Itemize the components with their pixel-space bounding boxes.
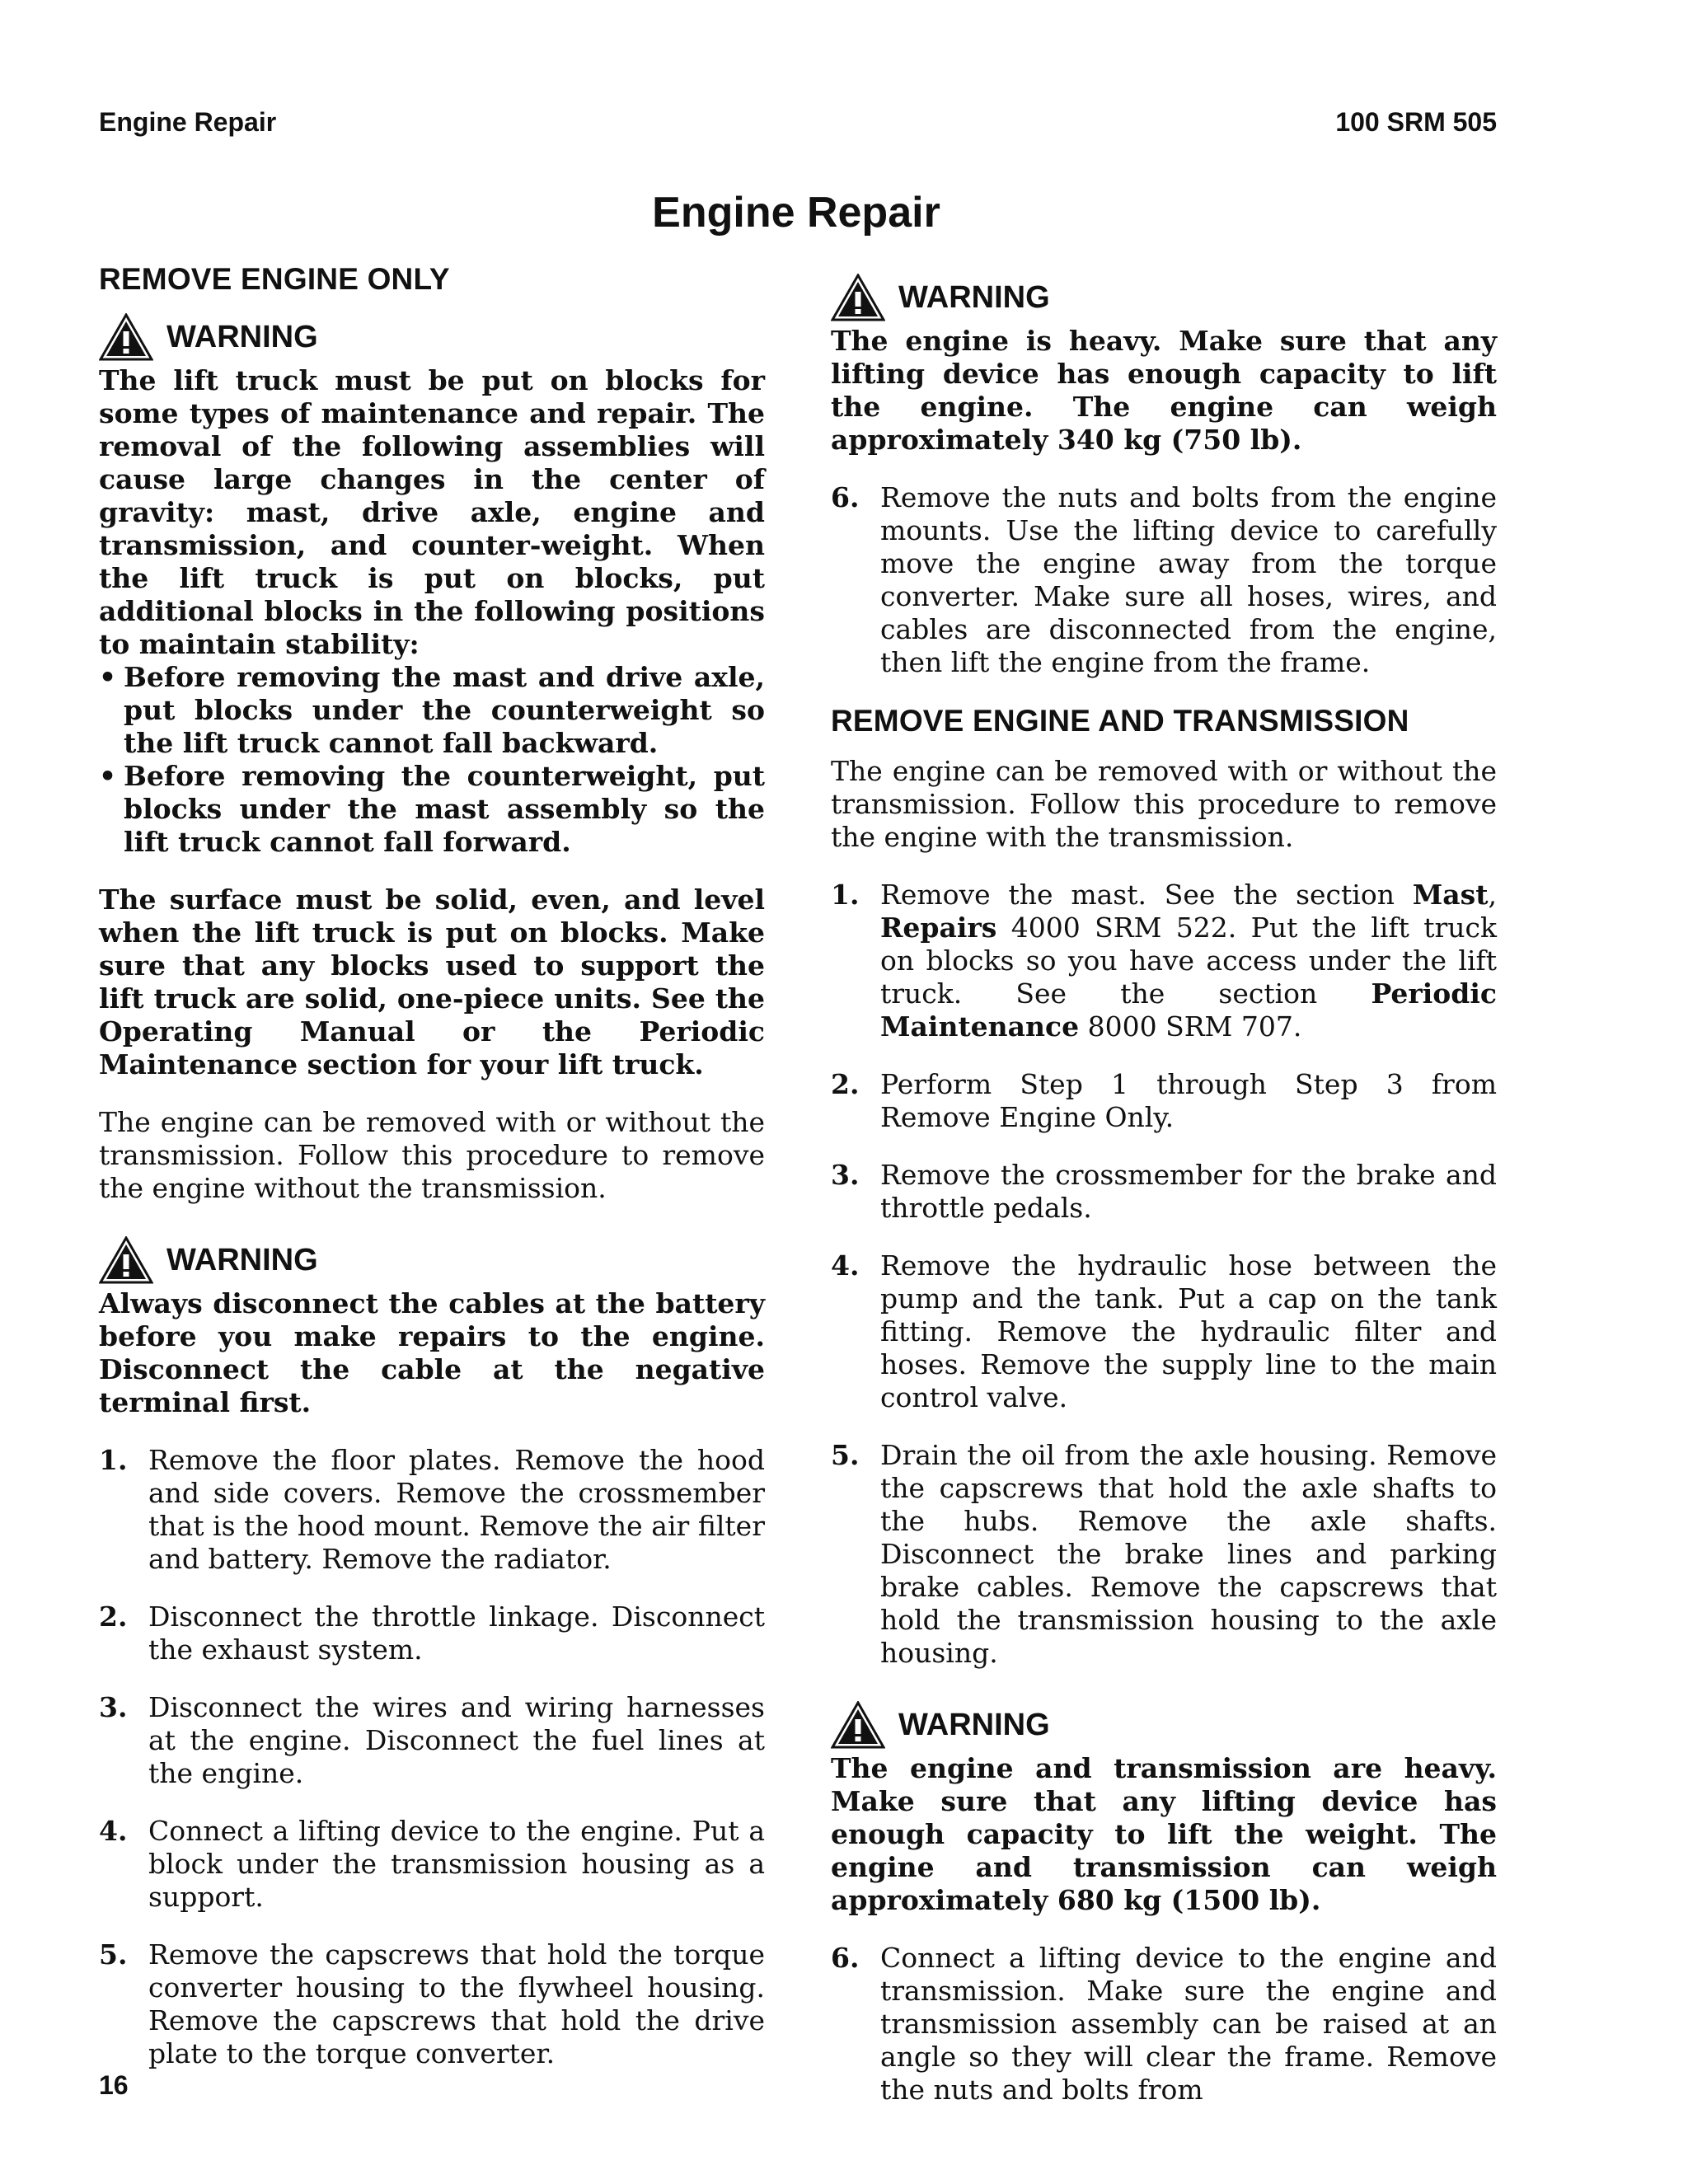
left-column — [99, 262, 765, 2095]
intro-paragraph: The engine can be removed with or without the transmission. Follow this procedure to remove the engine without the transmission. — [99, 1106, 765, 1204]
section-heading-remove-engine-only: REMOVE ENGINE ONLY — [99, 262, 450, 296]
page-number: 16 — [99, 2070, 129, 2100]
section-heading-remove-engine-and-transmission: REMOVE ENGINE AND TRANSMISSION — [831, 704, 1409, 738]
procedure-step: 6. Remove the nuts and bolts from the engine mounts. Use the lifting device to carefully move the engine away from the torque converter. Make sure all hoses, wires, and cables are disconnected from the engine, then lift the engine from the frame. — [831, 481, 1497, 678]
warning-triangle-icon — [99, 1236, 153, 1284]
warning-bullet-list — [99, 661, 765, 859]
warning-heading — [99, 313, 765, 361]
procedure-step: 6. Connect a lifting device to the engine and transmission. Make sure the engine and transmission assembly can be raised at an angle so they will clear the frame. Remove the nuts and bolts from — [831, 1942, 1497, 2106]
page-title: Engine Repair — [652, 189, 940, 237]
warning-heading — [831, 1701, 1497, 1749]
procedure-step: 2. Disconnect the throttle linkage. Disconnect the exhaust system. — [99, 1601, 765, 1666]
procedure-step: 4. Remove the hydraulic hose between the pump and the tank. Put a cap on the tank fitting. Remove the hydraulic filter and hoses. Remove the supply line to the main control valve. — [831, 1249, 1497, 1413]
warning-text: The lift truck must be put on blocks for some types of maintenance and repair. The removal of the following assemblies will cause large changes in the center of gravity: mast, drive axle, engine and transmission, and counter-weight. When the lift truck is put on blocks, put additional blocks in the following positions to maintain stability: — [99, 364, 765, 660]
warning-label: WARNING — [166, 1242, 318, 1277]
running-header-right: 100 SRM 505 — [1335, 107, 1497, 137]
warning-triangle-icon — [831, 1701, 885, 1749]
warning-label: WARNING — [166, 319, 318, 354]
procedure-step: 4. Connect a lifting device to the engine. Put a block under the transmission housing as a support. — [99, 1815, 765, 1913]
procedure-step: 1. Remove the floor plates. Remove the hood and side covers. Remove the crossmember that is the hood mount. Remove the air filter and battery. Remove the radiator. — [99, 1444, 765, 1575]
warning-triangle-icon — [99, 313, 153, 361]
warning-triangle-icon — [831, 274, 885, 321]
warning-text: The engine is heavy. Make sure that any lifting device has enough capacity to lift the engine. The engine can weigh approximately 340 kg (750 lb). — [831, 325, 1497, 456]
warning-label: WARNING — [898, 1707, 1050, 1742]
procedure-step: 3. Remove the crossmember for the brake and throttle pedals. — [831, 1159, 1497, 1224]
list-item: • Before removing the counterweight, put blocks under the mast assembly so the lift truck cannot fall forward. — [99, 760, 765, 858]
procedure-step: 1. Remove the mast. See the section Mast, Repairs 4000 SRM 522. Put the lift truck on blocks so you have access under the lift truck. See the section Periodic Maintenance 8000 SRM 707. — [831, 879, 1497, 1043]
warning-heading — [99, 1236, 765, 1284]
procedure-step: 3. Disconnect the wires and wiring harnesses at the engine. Disconnect the fuel lines at the engine. — [99, 1691, 765, 1789]
running-header-left: Engine Repair — [99, 107, 277, 137]
procedure-step: 2. Perform Step 1 through Step 3 from Remove Engine Only. — [831, 1068, 1497, 1133]
warning-label: WARNING — [898, 279, 1050, 315]
list-item: • Before removing the mast and drive axle, put blocks under the counterweight so the lift truck cannot fall backward. — [99, 661, 765, 759]
warning-text: Always disconnect the cables at the battery before you make repairs to the engine. Disconnect the cable at the negative terminal first. — [99, 1287, 765, 1418]
right-column — [831, 262, 1497, 2131]
procedure-step: 5. Drain the oil from the axle housing. Remove the capscrews that hold the axle shafts to the hubs. Remove the axle shafts. Disconnect the brake lines and parking brake cables. Remove the capscrews that hold the transmission housing to the axle housing. — [831, 1439, 1497, 1669]
procedure-step: 5. Remove the capscrews that hold the torque converter housing to the flywheel housing. Remove the capscrews that hold the drive plate to the torque converter. — [99, 1938, 765, 2069]
warning-text: The engine and transmission are heavy. Make sure that any lifting device has enough capacity to lift the weight. The engine and transmission can weigh approximately 680 kg (1500 lb). — [831, 1752, 1497, 1916]
intro-paragraph: The engine can be removed with or without the transmission. Follow this procedure to remove the engine with the transmission. — [831, 755, 1497, 853]
warning-text-continued: The surface must be solid, even, and level when the lift truck is put on blocks. Make sure that any blocks used to support the lift truck are solid, one-piece units. See the Operating Manual or the Periodic Maintenance section for your lift truck. — [99, 883, 765, 1080]
warning-heading — [831, 274, 1497, 321]
